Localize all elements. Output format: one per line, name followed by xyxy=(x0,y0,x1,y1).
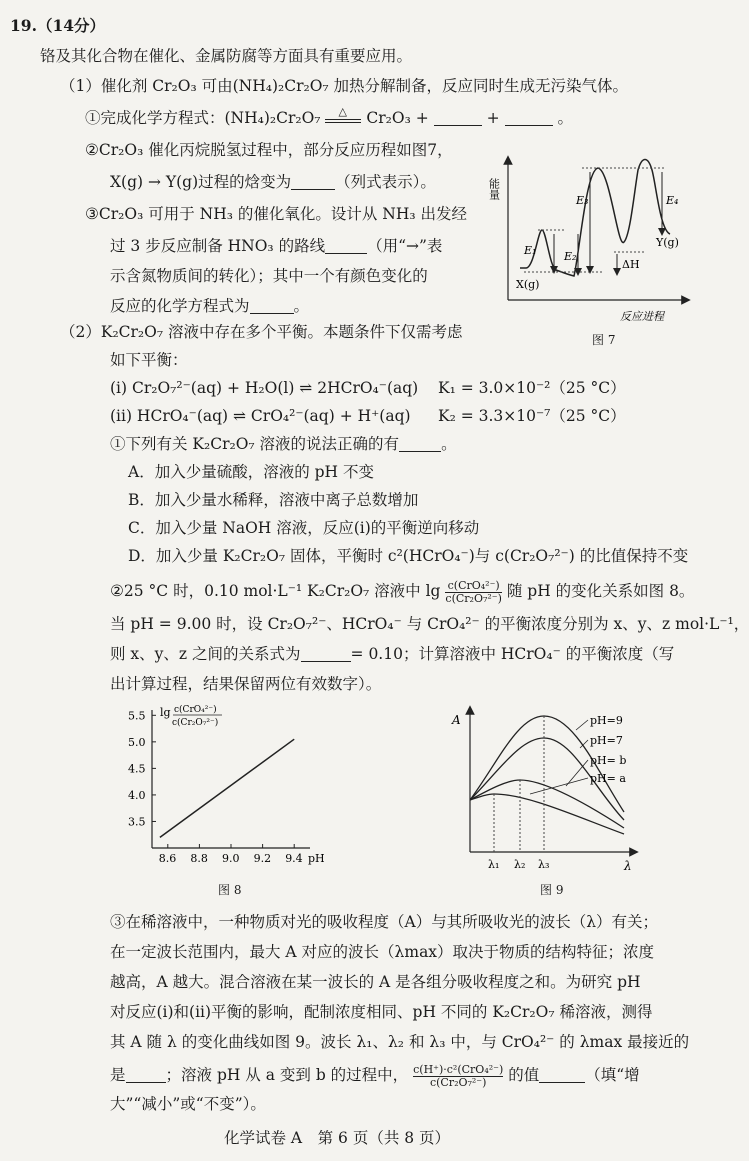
part2-sub3-line1: ③在稀溶液中，一种物质对光的吸收程度（A）与其所吸收光的波长（λ）有关； xyxy=(110,913,659,931)
part2-sub3-line6: 是 ；溶液 pH 从 a 变到 b 的过程中， $\frac{\text{c(H⁺)·c²(CrO₄²⁻)}}{\text{c(Cr₂O₇²⁻)}}$ 的值 （填“增 xyxy=(110,1062,640,1089)
page-footer: 化学试卷 A 第 6 页（共 8 页） xyxy=(224,1129,451,1147)
fig9-xlabel: λ xyxy=(624,859,632,873)
fig7-X-label: X(g) xyxy=(516,278,540,291)
fig8-xtick-label: 9.2 xyxy=(253,852,272,865)
fig8-ylabel-den: c(Cr₂O₇²⁻) xyxy=(172,718,219,728)
figure-9-chart xyxy=(448,702,648,880)
fig8-ylabel: lg xyxy=(160,706,171,719)
part2-sub2-line1: ②25 °C 时，0.10 mol·L⁻¹ K₂Cr₂O₇ 溶液中 lg $\frac{\text{c(CrO₄²⁻)}}{\text{c(Cr₂O₇²⁻)}}$ 随 pH 的变化关系如图 8。 xyxy=(110,578,695,605)
answer-blank-equation[interactable] xyxy=(250,297,294,314)
part2-sub2-line4: 出计算过程，结果保留两位有效数字）。 xyxy=(110,675,382,693)
fig9-tick-l2: λ₂ xyxy=(514,858,526,871)
fig8-xtick-label: 9.0 xyxy=(222,852,240,865)
fig9-tick-l3: λ₃ xyxy=(538,858,550,871)
fig7-E4: E₄ xyxy=(666,194,679,207)
part1-sub3-line3: 示含氮物质间的转化）；其中一个有颜色变化的 xyxy=(110,267,428,285)
part1-sub3-line1: ③Cr₂O₃ 可用于 NH₃ 的催化氧化。设计从 NH₃ 出发经 xyxy=(85,205,468,223)
option-b: B．加入少量水稀释，溶液中离子总数增加 xyxy=(128,491,419,509)
fig7-Y-label: Y(g) xyxy=(656,236,679,249)
option-a: A．加入少量硫酸，溶液的 pH 不变 xyxy=(128,463,374,481)
fig8-ytick-label: 5.5 xyxy=(128,709,146,723)
fig8-ylabel-num: c(CrO₄²⁻) xyxy=(174,705,217,715)
option-c: C．加入少量 NaOH 溶液，反应(i)的平衡逆向移动 xyxy=(128,519,480,537)
fig7-curve xyxy=(520,160,670,277)
fig8-ytick-label: 4.0 xyxy=(128,788,146,802)
fig7-xlabel: 反应进程 xyxy=(620,310,664,323)
fig7-caption: 图 7 xyxy=(592,333,616,347)
fig8-ytick-label: 4.5 xyxy=(128,762,146,776)
part2-line2: 如下平衡： xyxy=(110,351,188,369)
fig9-ylabel: A xyxy=(452,713,461,727)
option-d: D．加入少量 K₂Cr₂O₇ 固体，平衡时 c²(HCrO₄⁻)与 c(Cr₂O₇²⁻) 的比值保持不变 xyxy=(128,547,689,565)
fig9-tick-l1: λ₁ xyxy=(488,858,500,871)
fig7-E3: E₃ xyxy=(576,194,589,207)
answer-blank-trend[interactable] xyxy=(539,1066,585,1083)
fig9-label-phb: pH= b xyxy=(590,754,627,767)
fig7-E1: E₁ xyxy=(524,244,537,257)
part2-sub2-line2: 当 pH = 9.00 时，设 Cr₂O₇²⁻、HCrO₄⁻ 与 CrO₄²⁻ 的平衡浓度分别为 x、y、z mol·L⁻¹， xyxy=(110,615,749,633)
fig7-E2: E₂ xyxy=(564,250,577,263)
fig9-curve-phb xyxy=(470,780,624,828)
answer-blank-route[interactable] xyxy=(325,237,367,254)
fig7-deltaH: ΔH xyxy=(622,258,640,271)
figure-7-energy-diagram xyxy=(487,150,694,350)
part2-sub3-line7: 大”“减小”或“不变”）。 xyxy=(110,1095,266,1113)
answer-blank-2[interactable] xyxy=(505,109,553,126)
answer-blank-enthalpy[interactable] xyxy=(291,173,335,190)
answer-blank-relation[interactable] xyxy=(301,645,351,662)
fig8-xtick-label: 9.4 xyxy=(285,852,303,865)
fig8-xtick-label: 8.6 xyxy=(158,852,177,865)
part1-sub3-line2: 过 3 步反应制备 HNO₃ 的路线 （用“→”表 xyxy=(110,237,443,255)
answer-blank-1[interactable] xyxy=(434,109,482,126)
question-number: 19.（14分） xyxy=(10,16,106,35)
fig8-ytick-label: 3.5 xyxy=(128,815,146,829)
part1-line1: （1）催化剂 Cr₂O₃ 可由(NH₄)₂Cr₂O₇ 加热分解制备，反应同时生成无污染气体。 xyxy=(60,77,629,95)
fig8-xtick-label: 8.8 xyxy=(190,852,208,865)
part2-sub1: ①下列有关 K₂Cr₂O₇ 溶液的说法正确的有 。 xyxy=(110,435,457,453)
fig8-data-line xyxy=(160,739,294,837)
part1-sub2-line2: X(g) → Y(g)过程的焓变为 （列式表示）。 xyxy=(110,173,436,191)
fig9-label-ph7: pH=7 xyxy=(590,734,623,747)
equilibrium-i: (i) Cr₂O₇²⁻(aq) + H₂O(l) ⇌ 2HCrO₄⁻(aq) xyxy=(110,379,419,397)
part1-sub3-line4: 反应的化学方程式为 。 xyxy=(110,297,310,315)
intro-line: 铬及其化合物在催化、金属防腐等方面具有重要应用。 xyxy=(40,47,413,65)
fig9-label-pha: pH= a xyxy=(590,772,626,785)
part2-sub3-line4: 对反应(i)和(ii)平衡的影响，配制浓度相同、pH 不同的 K₂Cr₂O₇ 稀溶液，测得 xyxy=(110,1003,653,1021)
part1-equation: ①完成化学方程式：(NH₄)₂Cr₂O₇ △ Cr₂O₃ + + 。 xyxy=(85,105,573,127)
part2-sub2-line3: 则 x、y、z 之间的关系式为 = 0.10；计算溶液中 HCrO₄⁻ 的平衡浓度（写 xyxy=(110,645,675,663)
part2-line1: （2）K₂Cr₂O₇ 溶液中存在多个平衡。本题条件下仅需考虑 xyxy=(60,323,463,341)
expression-fraction: $\frac{\text{c(H⁺)·c²(CrO₄²⁻)}}{\text{c(Cr₂O₇²⁻)}}$ xyxy=(413,1062,504,1089)
fig9-label-ph9: pH=9 xyxy=(590,714,623,727)
part2-sub3-line5: 其 A 随 λ 的变化曲线如图 9。波长 λ₁、λ₂ 和 λ₃ 中，与 CrO₄²⁻ 的 λmax 最接近的 xyxy=(110,1033,690,1051)
part2-sub3-line2: 在一定波长范围内，最大 A 对应的波长（λmax）取决于物质的结构特征；浓度 xyxy=(110,943,655,961)
fig8-xlabel: pH xyxy=(308,852,325,865)
part2-sub3-line3: 越高，A 越大。混合溶液在某一波长的 A 是各组分吸收程度之和。为研究 pH xyxy=(110,973,641,991)
ratio-fraction: $\frac{\text{c(CrO₄²⁻)}}{\text{c(Cr₂O₇²⁻)}}$ xyxy=(445,578,502,605)
fig9-caption: 图 9 xyxy=(540,883,564,897)
figure-8-chart xyxy=(110,702,340,872)
fig8-ytick-label: 5.0 xyxy=(128,735,146,749)
part1-sub2-line1: ②Cr₂O₃ 催化丙烷脱氢过程中，部分反应历程如图7， xyxy=(85,141,453,159)
equilibrium-ii: (ii) HCrO₄⁻(aq) ⇌ CrO₄²⁻(aq) + H⁺(aq) xyxy=(110,407,411,425)
k1-value: K₁ = 3.0×10⁻²（25 °C） xyxy=(438,379,626,397)
answer-blank-options[interactable] xyxy=(399,435,441,452)
k2-value: K₂ = 3.3×10⁻⁷（25 °C） xyxy=(438,407,626,425)
fig8-caption: 图 8 xyxy=(218,883,242,897)
answer-blank-lambda[interactable] xyxy=(126,1066,166,1083)
fig7-ylabel: 能量 xyxy=(487,178,501,200)
